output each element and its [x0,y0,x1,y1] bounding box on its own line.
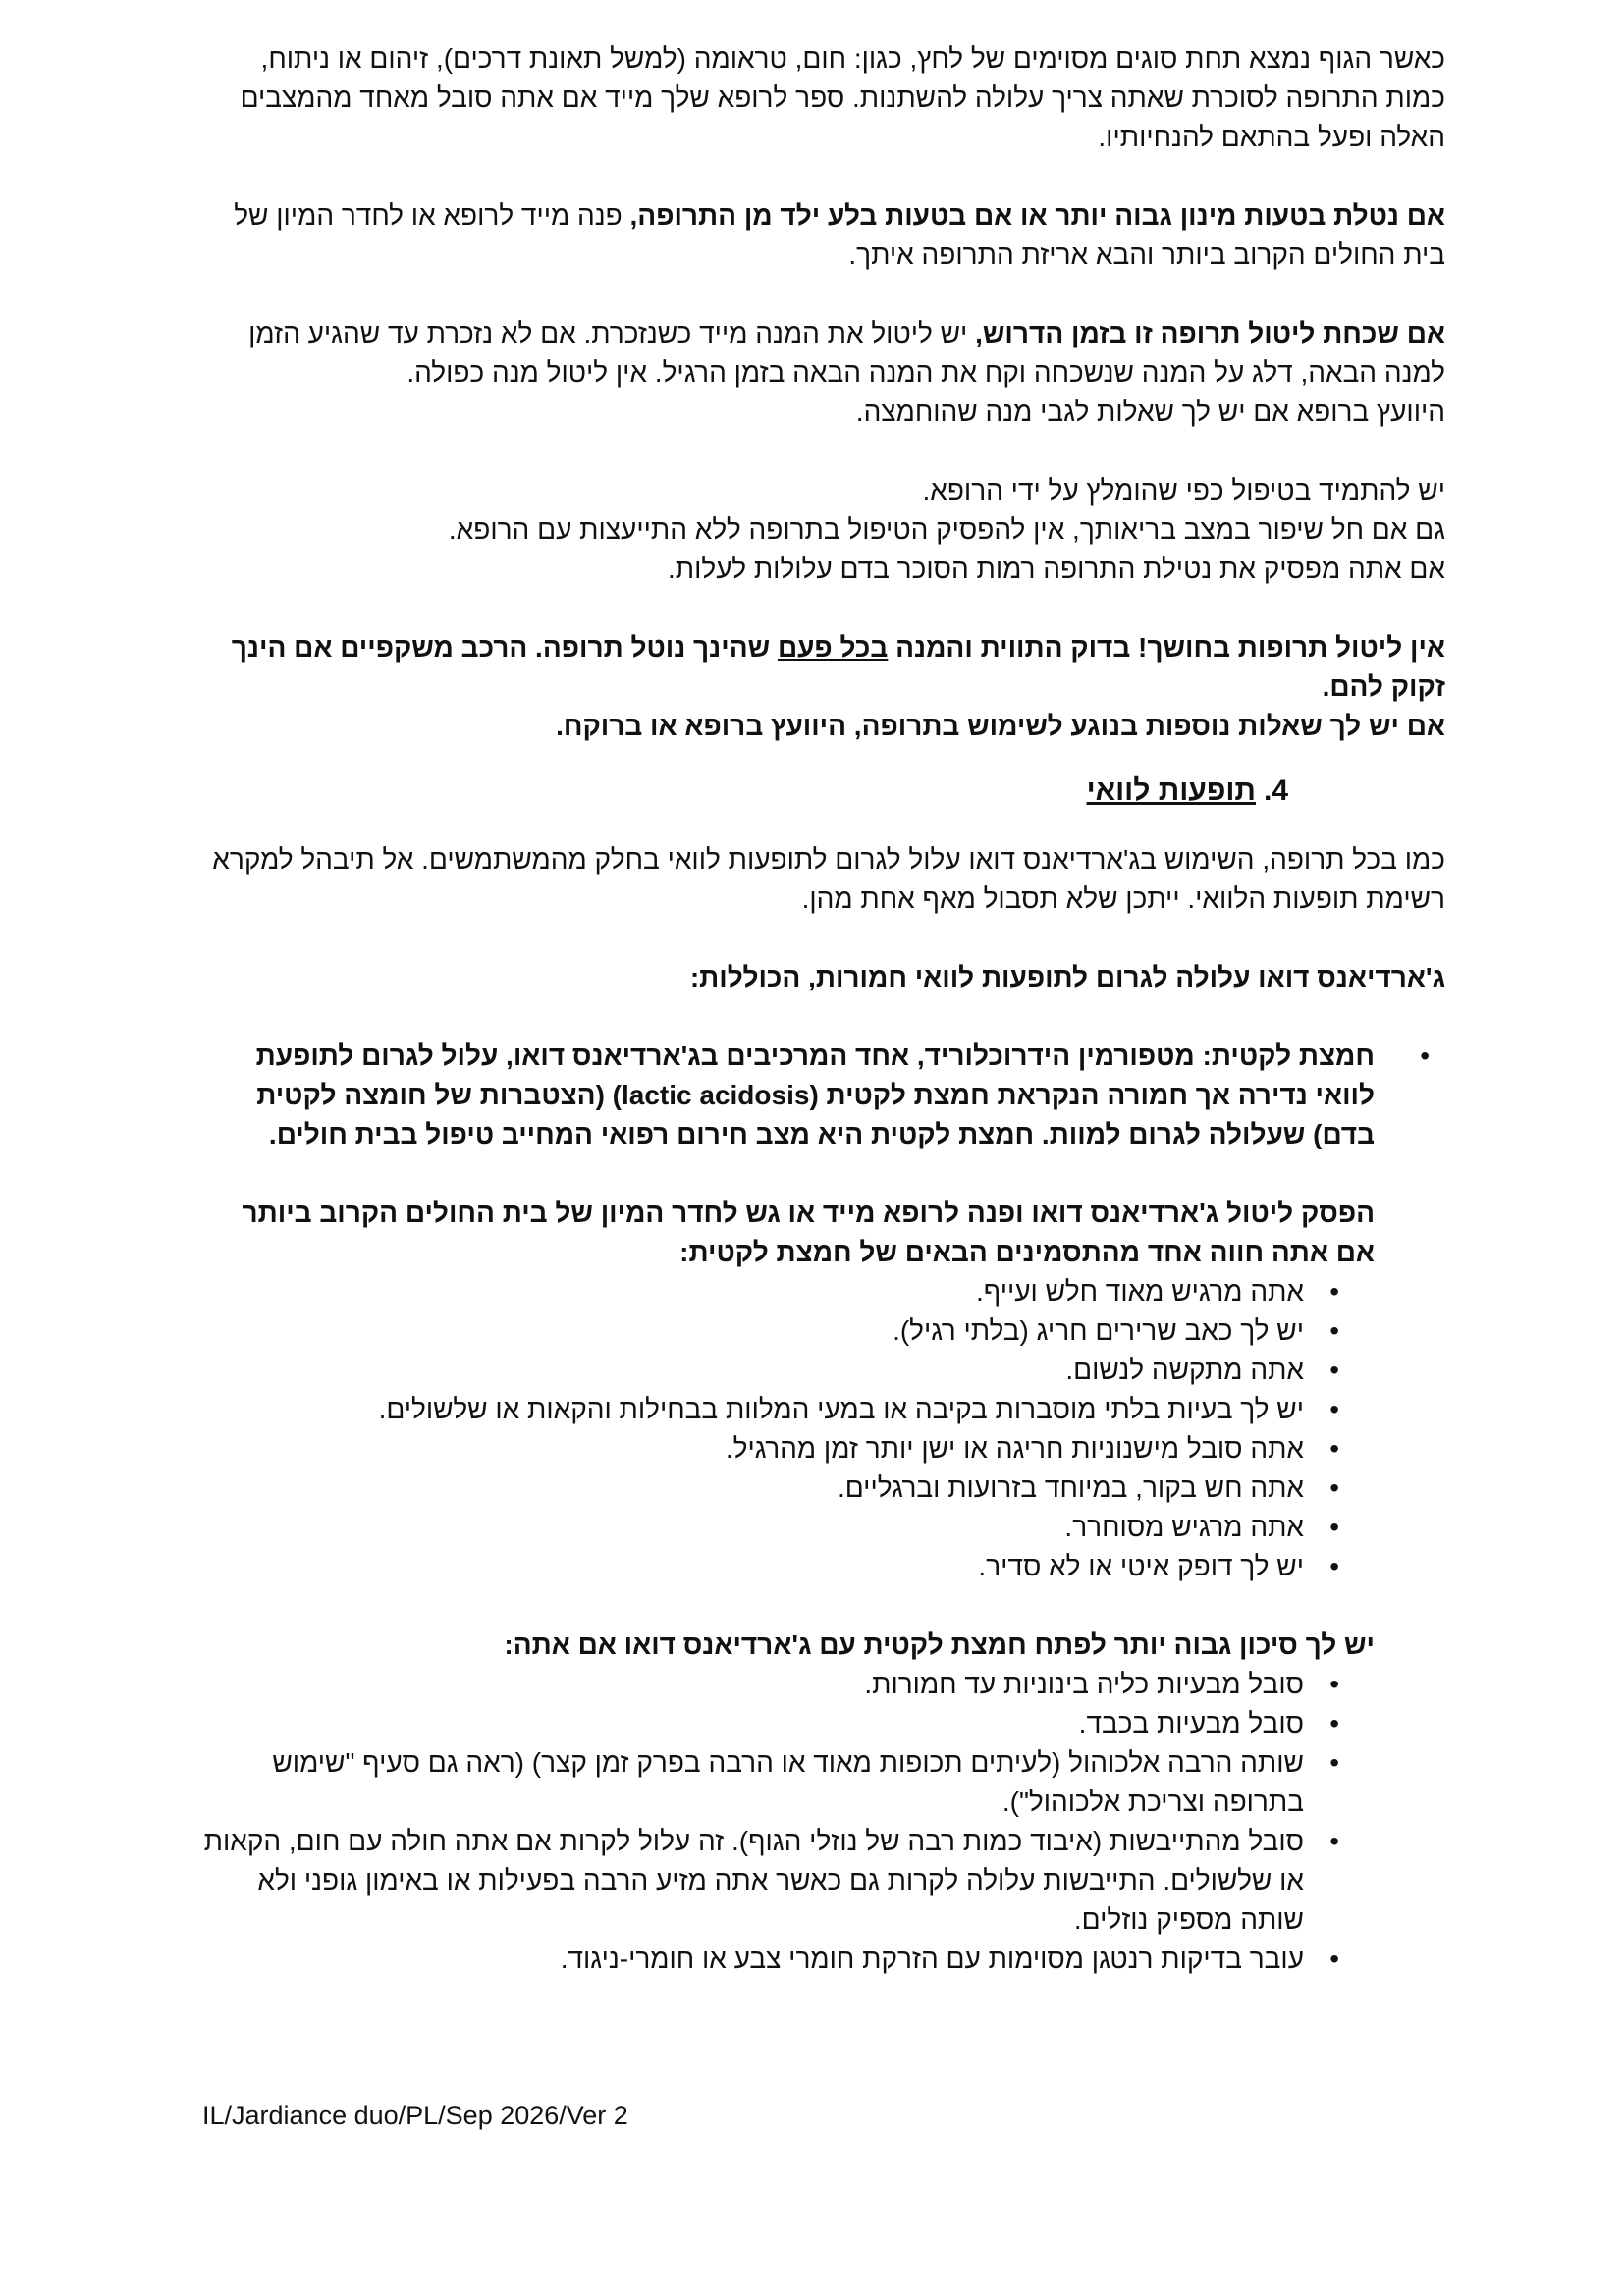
further-questions-text: אם יש לך שאלות נוספות בנוגע לשימוש בתרופה, היוועץ ברופא או ברוקח. [556,711,1445,741]
overdose-paragraph [202,196,1445,275]
continue-treatment-text: יש להתמיד בטיפול כפי שהומלץ על ידי הרופא. [922,475,1445,506]
stress-paragraph: כאשר הגוף נמצא תחת סוגים מסוימים של לחץ, כגון: חום, טראומה (למשל תאונת דרכים), זיהום או ניתוח, כמות התרופה לסוכרת שאתה צריך עלולה להשתנות. ספר לרופא שלך מייד אם אתה סובל מאחד מהמצבים האלה ופעל בהתאם להנחיותיו. [240,43,1445,152]
risk-factors-list [202,1665,1375,1979]
list-item: • אתה חש בקור, במיוחד בזרועות וברגליים. [202,1468,1304,1508]
section-title: תופעות לוואי [1086,774,1256,807]
list-item: • אתה מתקשה לנשום. [202,1351,1304,1390]
lactic-symptoms-list [202,1272,1375,1586]
stop-treatment-heading: הפסק ליטול ג'ארדיאנס דואו ופנה לרופא מייד או גש לחדר המיון של בית החולים הקרוב ביותר אם אתה חווה אחד מהתסמינים הבאים של חמצת לקטית: [242,1198,1375,1267]
list-item: • אתה מרגיש מאוד חלש ועייף. [202,1272,1304,1311]
serious-side-effects-list [202,1037,1445,1979]
forgot-dose-bold-text: אם שכחת ליטול תרופה זו בזמן הדרוש, [975,318,1445,348]
document-page [202,39,1445,1979]
list-item: • יש לך בעיות בלתי מוסברות בקיבה או במעי המלוות בבחילות והקאות או שלשולים. [202,1390,1304,1429]
document-footer: IL/Jardiance duo/PL/Sep 2026/Ver 2 [202,2101,628,2130]
list-item: • יש לך דופק איטי או לא סדיר. [202,1547,1304,1586]
list-item: • יש לך כאב שרירים חריג (בלתי רגיל). [202,1311,1304,1351]
higher-risk-heading: יש לך סיכון גבוה יותר לפתח חמצת לקטית עם ג'ארדיאנס דואו אם אתה: [504,1629,1375,1660]
forgot-dose-text: יש ליטול את המנה מייד כשנזכרת. אם לא נזכרת עד שהגיע הזמן למנה הבאה, דלג על המנה שנשכחה וקח את המנה הבאה בזמן הרגיל. אין ליטול מנה כפולה. [248,318,1445,388]
missed-dose-consult-text: היוועץ ברופא אם יש לך שאלות לגבי מנה שהוחמצה. [855,397,1445,427]
list-item: • סובל מהתייבשות (איבוד כמות רבה של נוזלי הגוף). זה עלול לקרות אם אתה חולה עם חום, הקאות או שלשולים. התייבשות עלולה לקרות גם כאשר אתה מזיע הרבה בפעילות או באימון גופני ולא שותה מספיק נוזלים. [202,1822,1304,1940]
list-item: • שותה הרבה אלכוהול (לעיתים תכופות מאוד או הרבה בפרק זמן קצר) (ראה גם סעיף "שימוש בתרופה וצריכת אלכוהול"). [202,1743,1304,1822]
darkness-warning: אין ליטול תרופות בחושך! בדוק התווית והמנה בכל פעם שהינך נוטל תרופה. הרכב משקפיים אם הינך זקוק להם. [231,632,1445,702]
lactic-acidosis-paragraph: • חמצת לקטית: מטפורמין הידרוכלוריד, אחד המרכיבים בג'ארדיאנס דואו, עלול לגרום לתופעת לוואי נדירה אך חמורה הנקראת חמצת לקטית (lactic acidosis) (הצטברות של חומצה לקטית בדם) שעלולה לגרום למוות. חמצת לקטית היא מצב חירום רפואי המחייב טיפול בבית חולים. [255,1041,1375,1149]
list-item: • סובל מבעיות בכבד. [202,1704,1304,1743]
side-effects-intro: כמו בכל תרופה, השימוש בג'ארדיאנס דואו עלול לגרום לתופעות לוואי בחלק מהמשתמשים. אל תיבהל למקרא רשימת תופעות הלוואי. ייתכן שלא תסבול מאף אחת מהן. [212,844,1445,914]
every-time-underlined: בכל פעם [777,632,889,663]
list-item: • אתה מרגיש מסוחרר. [202,1508,1304,1547]
section-4-heading [202,772,1445,811]
list-item: • אתה סובל מישנוניות חריגה או ישן יותר זמן מהרגיל. [202,1429,1304,1468]
list-item: • עובר בדיקות רנטגן מסוימות עם הזרקת חומרי צבע או חומרי-ניגוד. [202,1940,1304,1979]
forgot-dose-paragraph [202,314,1445,393]
sugar-rise-text: אם אתה מפסיק את נטילת התרופה רמות הסוכר בדם עלולות לעלות. [667,554,1445,584]
section-number: 4. [1263,774,1288,807]
overdose-text: פנה מייד לרופא או לחדר המיון של בית החולים הקרוב ביותר והבא אריזת התרופה איתך. [234,200,1445,270]
serious-side-effects-heading: ג'ארדיאנס דואו עלולה לגרום לתופעות לוואי חמורות, הכוללות: [689,962,1445,992]
overdose-bold-text: אם נטלת בטעות מינון גבוה יותר או אם בטעות בלע ילד מן התרופה, [629,200,1445,231]
list-item [202,1037,1375,1979]
do-not-stop-text: גם אם חל שיפור במצב בריאותך, אין להפסיק הטיפול בתרופה ללא התייעצות עם הרופא. [448,514,1445,545]
list-item: • סובל מבעיות כליה בינוניות עד חמורות. [202,1665,1304,1704]
